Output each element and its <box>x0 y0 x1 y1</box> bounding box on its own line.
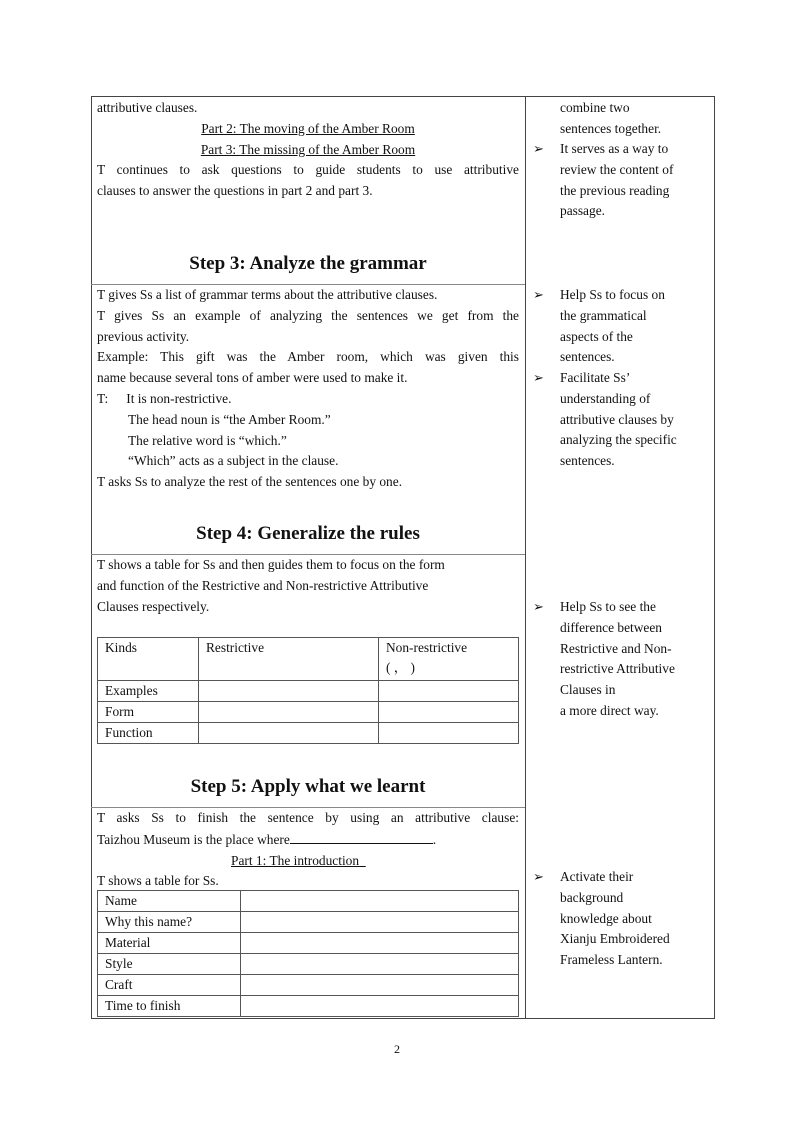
table-row-label: Form <box>98 702 199 723</box>
table-cell <box>379 702 519 723</box>
step4-heading: Step 4: Generalize the rules <box>196 523 420 544</box>
table-cell <box>199 702 379 723</box>
left-intro <box>97 98 519 202</box>
right-top-note <box>533 98 709 140</box>
arrow-bullet-icon: ➢ <box>533 370 544 385</box>
step3-line: The head noun is “the Amber Room.” <box>128 411 331 427</box>
column-divider <box>525 96 526 1019</box>
intro-line: T continues to ask questions to guide students to use attributive <box>97 162 519 178</box>
part1-heading: Part 1: The introduction <box>231 852 360 868</box>
arrow-bullet-icon: ➢ <box>533 141 544 156</box>
lantern-info-table <box>97 890 519 1017</box>
step3-line: “Which” acts as a subject in the clause. <box>128 453 339 469</box>
step3-body <box>97 285 519 493</box>
step5-line: T shows a table for Ss. <box>97 873 219 889</box>
table-row-label: Time to finish <box>98 996 241 1017</box>
step3-line: previous activity. <box>97 328 190 344</box>
step3-line <box>97 389 519 410</box>
clause-kinds-table <box>97 637 519 744</box>
table-cell <box>241 891 519 912</box>
table-row-label: Why this name? <box>98 912 241 933</box>
table-cell <box>241 933 519 954</box>
step3-line: T gives Ss an example of analyzing the sentences we get from the <box>97 307 519 323</box>
teacher-label: T: <box>97 390 109 406</box>
table-row-label: Style <box>98 954 241 975</box>
intro-line: attributive clauses. <box>97 100 198 115</box>
intro-line: clauses to answer the questions in part 2 and part 3. <box>97 183 373 199</box>
step3-analysis: It is non-restrictive. <box>126 390 232 406</box>
note-bullet: ➢ Activate their background knowledge about Xianju Embroidered Frameless Lantern. <box>533 867 709 971</box>
part2-heading: Part 2: The moving of the Amber Room <box>201 120 415 136</box>
table-cell <box>241 975 519 996</box>
step4-line: T shows a table for Ss and then guides them to focus on the form <box>97 557 445 572</box>
arrow-bullet-icon: ➢ <box>533 287 544 302</box>
table-row-label: Name <box>98 891 241 912</box>
step3-heading: Step 3: Analyze the grammar <box>189 253 427 274</box>
note-line: combine two <box>560 100 630 115</box>
part3-heading: Part 3: The missing of the Amber Room <box>200 141 416 157</box>
arrow-bullet-icon: ➢ <box>533 869 544 884</box>
step3-line: name because several tons of amber were used to make it. <box>97 370 408 386</box>
table-cell <box>199 723 379 744</box>
step5-line: Taizhou Museum is the place where . <box>97 829 519 851</box>
note-line: sentences together. <box>560 120 662 136</box>
table-row-label: Material <box>98 933 241 954</box>
table-header: Restrictive <box>199 638 379 681</box>
table-row-label: Craft <box>98 975 241 996</box>
note-bullet: ➢ Help Ss to see the difference between Restrictive and Non- restrictive Attributive Clauses in a more direct way. <box>533 597 709 722</box>
table-cell <box>241 912 519 933</box>
table-cell <box>199 681 379 702</box>
step3-line: T gives Ss a list of grammar terms about the attributive clauses. <box>97 287 438 302</box>
step3-line: The relative word is “which.” <box>128 432 287 448</box>
step3-line: Example: This gift was the Amber room, which was given this <box>97 349 519 365</box>
table-cell <box>379 681 519 702</box>
answer-blank <box>290 829 433 844</box>
table-cell <box>241 996 519 1017</box>
page-number: 2 <box>394 1042 400 1056</box>
table-row-label: Examples <box>98 681 199 702</box>
arrow-bullet-icon: ➢ <box>533 599 544 614</box>
step4-body <box>97 555 519 617</box>
table-cell <box>241 954 519 975</box>
note-bullet: ➢ Help Ss to focus on the grammatical aspects of the sentences. <box>533 285 709 368</box>
step5-line: T asks Ss to finish the sentence by using an attributive clause: <box>97 810 519 825</box>
table-header: Non-restrictive ( ， ) <box>379 638 519 681</box>
step4-line: Clauses respectively. <box>97 598 210 614</box>
table-header: Kinds <box>98 638 199 681</box>
note-bullet: ➢ Facilitate Ss’ understanding of attributive clauses by analyzing the specific sentences. <box>533 368 709 472</box>
note-bullet: ➢ It serves as a way to review the content of the previous reading passage. <box>533 139 709 222</box>
step5-heading: Step 5: Apply what we learnt <box>190 776 426 797</box>
table-cell <box>379 723 519 744</box>
step5-body <box>97 808 519 892</box>
table-row-label: Function <box>98 723 199 744</box>
step3-line: T asks Ss to analyze the rest of the sentences one by one. <box>97 474 403 490</box>
step4-line: and function of the Restrictive and Non-restrictive Attributive <box>97 577 429 593</box>
